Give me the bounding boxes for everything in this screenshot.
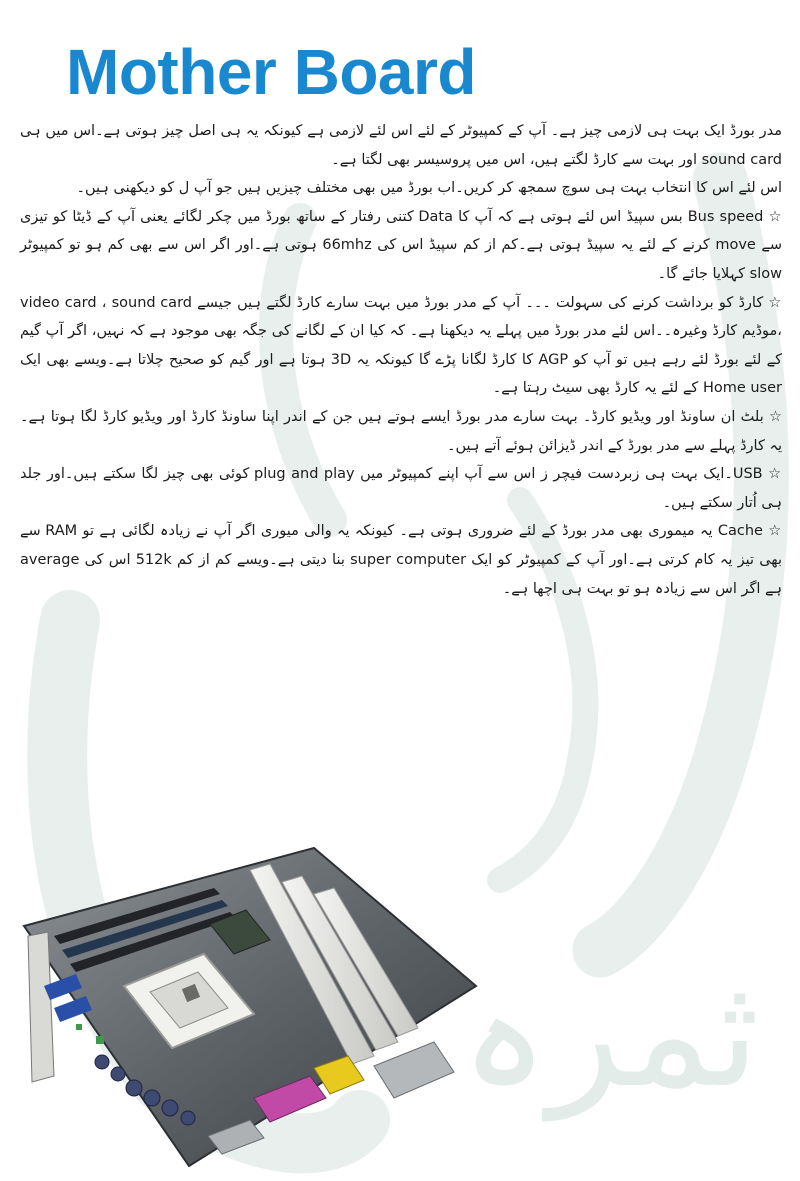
page-title: Mother Board	[66, 36, 476, 108]
watermark-text: ثمرہ	[460, 947, 760, 1121]
motherboard-photo	[14, 836, 484, 1176]
paragraph-cache: ☆ Cache یہ میموری بھی مدر بورڈ کے لئے ضروری ہوتی ہے۔ کیونکہ یہ والی میوری اگر آپ نے زیادہ لگائی ہے تو RAM سے بھی تیز یہ کام کرتی ہے۔اور آپ کے کمپیوٹر کو ایک super computer بنا دیتی ہے۔ویسے کم از کم 512k اس کی average ہے اگر اس سے زیادہ ہو تو بہت ہی اچھا ہے۔	[20, 523, 783, 597]
paragraph-card-support: ☆ کارڈ کو برداشت کرنے کی سہولت ۔۔۔ آپ کے مدر بورڈ میں بہت سارے کارڈ لگتے ہیں جیسے video card ، sound card ،موڈیم کارڈ وغیرہ۔۔اس لئے مدر بورڈ میں پہلے یہ دیکھنا ہے۔ کہ کیا ان کے لگانے کی جگہ بھی موجود ہے کہ نہیں، اگر آپ گیم کے لئے بورڈ لئے رہے ہیں تو آپ کو AGP کا کارڈ لگانا پڑے گا کیونکہ یہ 3D ہوتا ہے اور گیم کو صحیح چلاتا ہے۔ویسے بھی ایک Home user کے لئے یہ کارڈ بھی سیٹ رہتا ہے۔	[20, 294, 782, 397]
paragraph-usb: ☆ USB۔ایک بہت ہی زبردست فیچر ز اس سے آپ اپنے کمپیوٹر میں plug and play کوئی بھی چیز لگا سکتے ہیں۔اور جلد ہی اُتار سکتے ہیں۔	[20, 466, 783, 511]
paragraph-bus-speed: ☆ Bus speed بس سپیڈ اس لئے ہوتی ہے کہ آپ کا Data کتنی رفتار کے ساتھ بورڈ میں چکر لگائے یعنی آپ کے ڈیٹا کو تیزی سے move کرنے کے لئے یہ سپیڈ ہوتی ہے۔کم از کم سپیڈ اس کی 66mhz ہوتی ہے۔اور اگر اس سے بھی کم ہو تو کمپیوٹر slow کہلایا جائے گا۔	[20, 208, 782, 282]
paragraph-selection: اس لئے اس کا انتخاب بہت ہی سوچ سمجھ کر کریں۔اب بورڈ میں بھی مختلف چیزیں ہیں جو آپ ل کو دیکھنی ہیں۔	[76, 180, 782, 197]
paragraph-intro: مدر بورڈ ایک بہت ہی لازمی چیز ہے۔ آپ کے کمپیوٹر کے لئے اس لئے لازمی ہے کیونکہ یہ ہی اصل چیز ہوتی ہے۔اس میں ہی sound card اور بہت سے کارڈ لگتے ہیں، اس میں پروسیسر بھی لگتا ہے۔	[20, 123, 782, 168]
article-body	[20, 117, 782, 603]
paragraph-built-in-cards: ☆ بلٹ ان ساونڈ اور ویڈیو کارڈ۔ بہت سارے مدر بورڈ ایسے ہوتے ہیں جن کے اندر اپنا ساونڈ کارڈ اور ویڈیو کارڈ لگا ہوتا ہے۔ یہ کارڈ پہلے سے مدر بورڈ کے اندر ڈیزائن ہوئے آتے ہیں۔	[20, 408, 782, 454]
